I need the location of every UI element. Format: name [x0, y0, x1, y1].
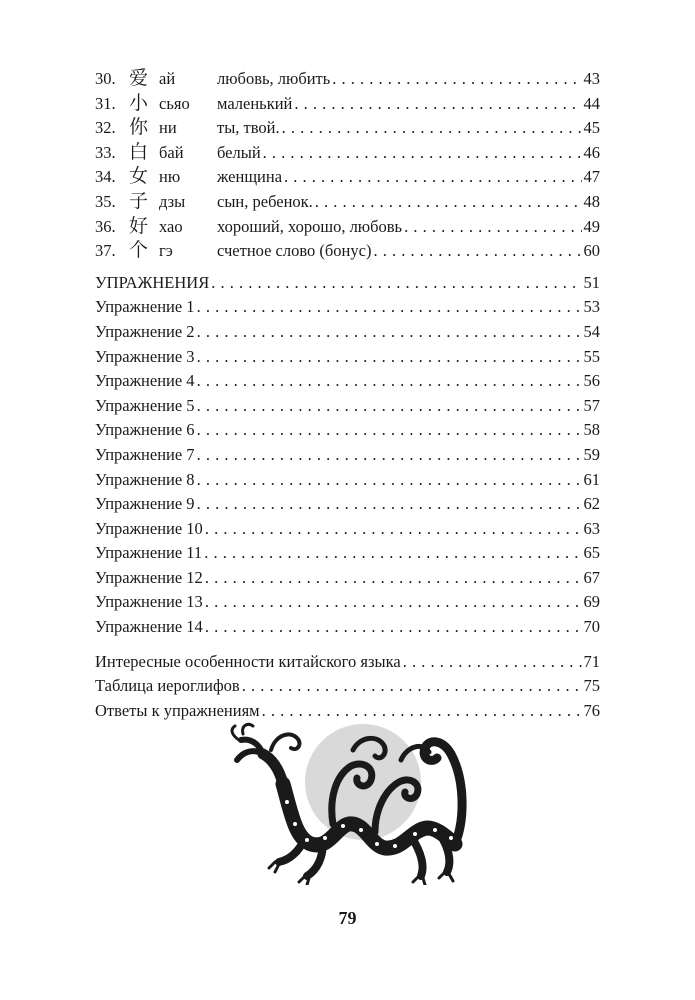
toc-entry-character[interactable] — [95, 115, 600, 140]
dot-leader — [284, 165, 581, 190]
toc-entry-exercise[interactable] — [95, 320, 600, 345]
toc-entry-character[interactable] — [95, 214, 600, 239]
dot-leader — [263, 141, 582, 166]
entry-reading: хао — [159, 216, 183, 236]
toc-entry-exercise[interactable] — [95, 492, 600, 517]
table-of-contents — [95, 66, 600, 723]
entry-page: 45 — [583, 118, 600, 138]
toc-entry-exercise[interactable] — [95, 468, 600, 493]
entry-page: 56 — [583, 371, 600, 391]
toc-entry-exercise[interactable] — [95, 418, 600, 443]
entry-number: 37. — [95, 241, 116, 261]
entry-page: 59 — [583, 444, 600, 464]
entry-page: 58 — [583, 420, 600, 440]
dot-leader — [403, 650, 582, 675]
entry-number: 30. — [95, 69, 116, 88]
toc-entry-character[interactable] — [95, 164, 600, 189]
dot-leader — [282, 116, 582, 141]
entry-title: Таблица иероглифов — [95, 676, 240, 696]
entry-page: 54 — [583, 321, 600, 341]
entry-hanzi: 个 — [129, 239, 149, 262]
entry-meaning: хороший, хорошо, любовь — [217, 216, 403, 236]
toc-entry-exercise[interactable] — [95, 443, 600, 468]
entry-page: 49 — [583, 216, 600, 236]
entry-number: 32. — [95, 118, 116, 138]
entry-meaning: женщина — [217, 167, 283, 187]
toc-entry-character[interactable] — [95, 189, 600, 214]
entry-meaning: сын, ребенок. — [217, 191, 313, 211]
dot-leader — [197, 394, 582, 419]
entry-hanzi: 女 — [129, 165, 149, 188]
entry-meaning: белый — [217, 142, 261, 162]
entry-title: Упражнение 2 — [95, 321, 195, 341]
dot-leader — [294, 92, 581, 117]
entry-hanzi: 白 — [129, 140, 149, 163]
entry-reading: сьяо — [159, 93, 190, 113]
dot-leader — [197, 320, 582, 345]
entry-number: 36. — [95, 216, 116, 236]
dot-leader — [404, 215, 581, 240]
dot-leader — [205, 590, 582, 615]
toc-entry-character[interactable] — [95, 66, 600, 91]
section-spacer — [95, 263, 600, 271]
entry-reading: гэ — [159, 241, 173, 261]
dot-leader — [205, 615, 582, 640]
toc-entry-exercise[interactable] — [95, 566, 600, 591]
entry-hanzi: 你 — [129, 116, 149, 139]
entry-meaning: любовь, любить — [217, 69, 331, 88]
entry-title: Упражнение 12 — [95, 567, 203, 587]
entry-reading: ай — [159, 69, 176, 88]
entry-page: 53 — [583, 297, 600, 317]
entry-title: Упражнение 8 — [95, 469, 195, 489]
entry-hanzi: 子 — [129, 189, 149, 212]
entry-meaning: маленький — [217, 93, 293, 113]
toc-entry-exercise[interactable] — [95, 615, 600, 640]
entry-page: 57 — [583, 395, 600, 415]
entry-page: 47 — [583, 167, 600, 187]
dot-leader — [205, 566, 582, 591]
toc-entry-exercise[interactable] — [95, 345, 600, 370]
entry-title: Упражнение 9 — [95, 494, 195, 514]
entry-title: Упражнение 5 — [95, 395, 195, 415]
entry-page: 43 — [583, 69, 600, 88]
dot-leader — [211, 271, 581, 296]
entry-title: Ответы к упражнениям — [95, 700, 260, 720]
section-spacer — [95, 640, 600, 650]
dot-leader — [205, 517, 582, 542]
dot-leader — [197, 443, 582, 468]
dot-leader — [197, 492, 582, 517]
dot-leader — [197, 468, 582, 493]
entry-title: УПРАЖНЕНИЯ — [95, 272, 210, 292]
entry-meaning: ты, твой. — [217, 118, 280, 138]
toc-entry-exercises-heading[interactable] — [95, 271, 600, 296]
entry-hanzi: 爱 — [129, 67, 149, 89]
toc-entry-appendix[interactable] — [95, 650, 600, 675]
entry-title: Упражнение 10 — [95, 518, 203, 538]
entry-hanzi: 好 — [129, 214, 149, 237]
entry-page: 44 — [583, 93, 600, 113]
entry-reading: ни — [159, 118, 177, 138]
entry-page: 55 — [583, 346, 600, 366]
entry-page: 48 — [583, 191, 600, 211]
entry-page: 67 — [583, 567, 600, 587]
toc-entry-exercise[interactable] — [95, 590, 600, 615]
entry-page: 75 — [583, 676, 600, 696]
entry-title: Интересные особенности китайского языка — [95, 651, 401, 671]
toc-entry-character[interactable] — [95, 238, 600, 263]
entry-title: Упражнение 1 — [95, 297, 195, 317]
entry-page: 63 — [583, 518, 600, 538]
entry-number: 33. — [95, 142, 116, 162]
entry-page: 71 — [583, 651, 600, 671]
entry-page: 76 — [583, 700, 600, 720]
entry-number: 31. — [95, 93, 116, 113]
toc-entry-exercise[interactable] — [95, 541, 600, 566]
toc-entry-exercise[interactable] — [95, 369, 600, 394]
entry-reading: ню — [159, 167, 181, 187]
dot-leader — [197, 345, 582, 370]
entry-title: Упражнение 13 — [95, 592, 203, 612]
entry-title: Упражнение 11 — [95, 543, 203, 563]
dot-leader — [373, 239, 581, 264]
page-number: 79 — [338, 908, 357, 928]
entry-meaning: счетное слово (бонус) — [217, 241, 372, 261]
toc-entry-character[interactable] — [95, 140, 600, 165]
dragon-ornament-icon — [225, 720, 470, 885]
dot-leader — [197, 418, 582, 443]
toc-entry-exercise[interactable] — [95, 517, 600, 542]
entry-reading: бай — [159, 142, 184, 162]
toc-entry-appendix[interactable] — [95, 674, 600, 699]
entry-title: Упражнение 7 — [95, 444, 195, 464]
dot-leader — [315, 190, 582, 215]
entry-page: 65 — [583, 543, 600, 563]
entry-page: 70 — [583, 617, 600, 637]
entry-page: 69 — [583, 592, 600, 612]
entry-page: 60 — [583, 241, 600, 261]
entry-title: Упражнение 4 — [95, 371, 195, 391]
dot-leader — [332, 67, 581, 92]
dot-leader — [197, 295, 582, 320]
entry-reading: дзы — [159, 191, 186, 211]
entry-title: Упражнение 3 — [95, 346, 195, 366]
toc-entry-exercise[interactable] — [95, 295, 600, 320]
entry-title: Упражнение 14 — [95, 617, 203, 637]
entry-page: 61 — [583, 469, 600, 489]
entry-hanzi: 小 — [129, 91, 149, 114]
entry-number: 34. — [95, 167, 116, 187]
toc-entry-character[interactable] — [95, 91, 600, 116]
entry-page: 62 — [583, 494, 600, 514]
entry-number: 35. — [95, 191, 116, 211]
entry-page: 46 — [583, 142, 600, 162]
entry-title: Упражнение 6 — [95, 420, 195, 440]
dot-leader — [204, 541, 581, 566]
toc-entry-exercise[interactable] — [95, 394, 600, 419]
entry-page: 51 — [583, 272, 600, 292]
dot-leader — [197, 369, 582, 394]
dot-leader — [242, 674, 582, 699]
